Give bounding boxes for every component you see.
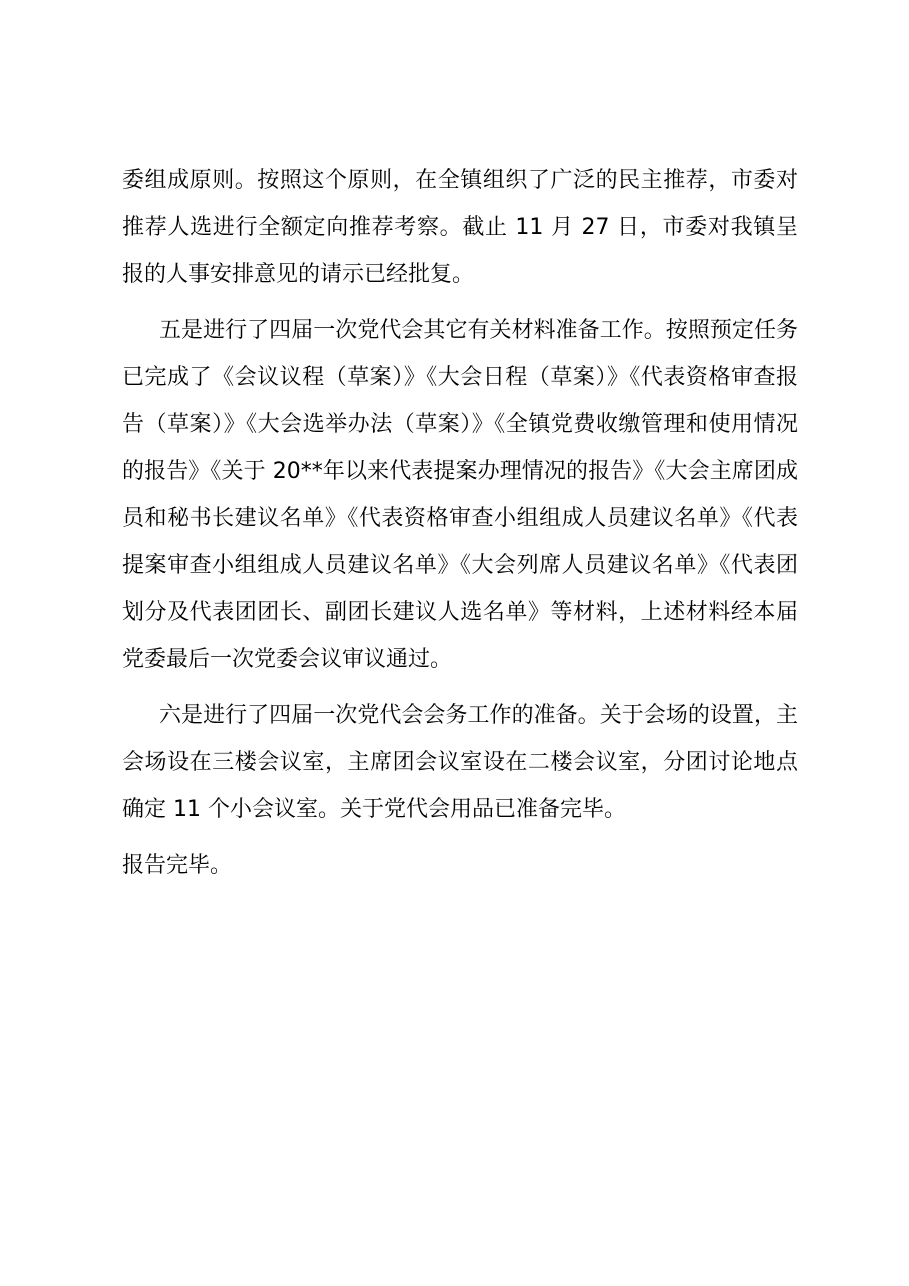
paragraph-continued: 委组成原则。按照这个原则，在全镇组织了广泛的民主推荐，市委对推荐人选进行全额定向推荐考察。截止 11 月 27 日，市委对我镇呈报的人事安排意见的请示已经批复。 bbox=[122, 168, 798, 287]
paragraph-item-five: 五是进行了四届一次党代会其它有关材料准备工作。按照预定任务已完成了《会议议程（草案）》《大会日程（草案）》《代表资格审查报告（草案）》《大会选举办法（草案）》《全镇党费收缴管理和使用情况的报告》《关于 20**年以来代表提案办理情况的报告》《大会主席团成员和秘书长建议名单》《代表资格审查小组组成人员建议名单》《代表提案审查小组组成人员建议名单》《大会列席人员建议名单》《代表团划分及代表团团长、副团长建议人选名单》等材料，上述材料经本届党委最后一次党委会议审议通过。 bbox=[122, 318, 798, 672]
paragraph-closing: 报告完毕。 bbox=[122, 853, 233, 878]
document-body bbox=[122, 157, 798, 898]
paragraph-item-six: 六是进行了四届一次党代会会务工作的准备。关于会场的设置，主会场设在三楼会议室，主席团会议室设在二楼会议室，分团讨论地点确定 11 个小会议室。关于党代会用品已准备完毕。 bbox=[122, 703, 798, 822]
